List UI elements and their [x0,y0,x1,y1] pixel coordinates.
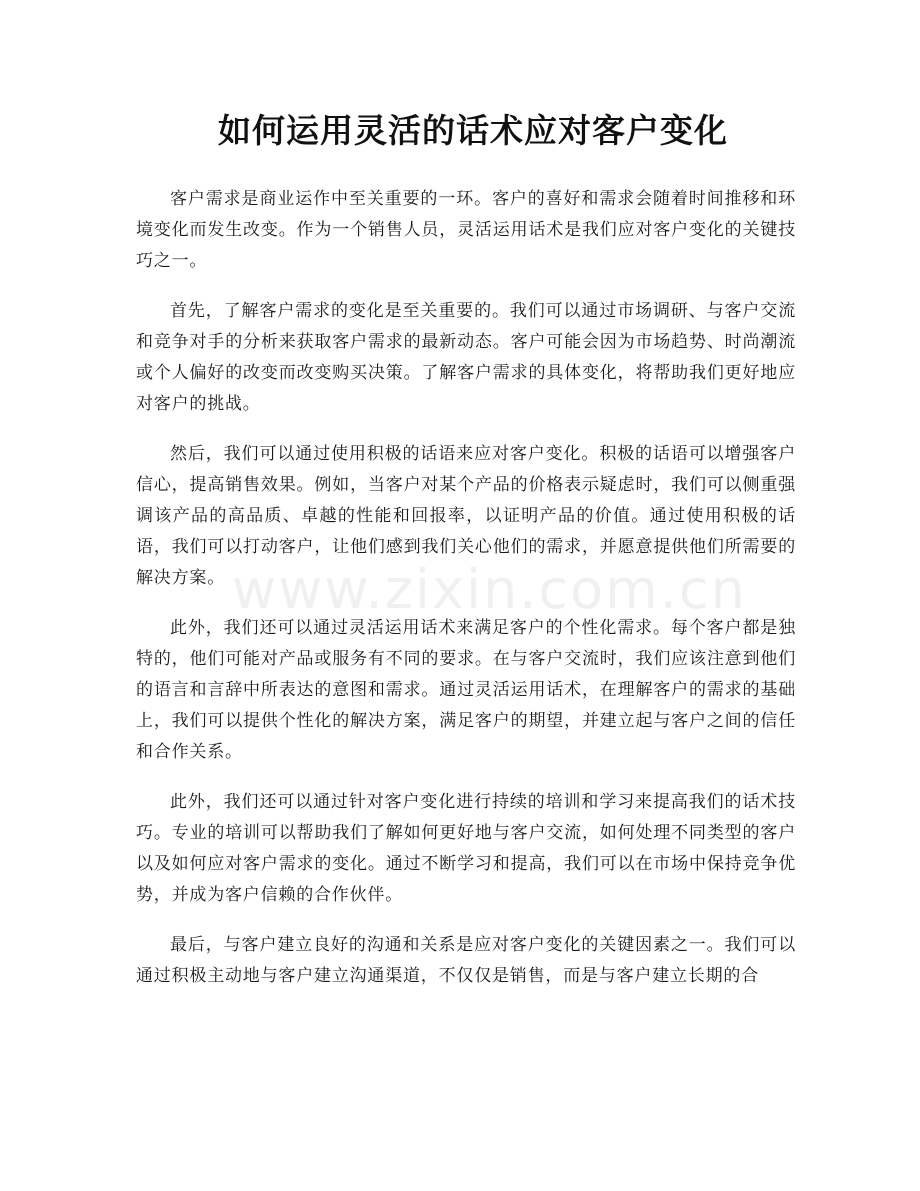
paragraph-6: 最后，与客户建立良好的沟通和关系是应对客户变化的关键因素之一。我们可以通过积极主动地与客户建立沟通渠道，不仅仅是销售，而是与客户建立长期的合 [136,935,796,986]
paragraph-5: 此外，我们还可以通过针对客户变化进行持续的培训和学习来提高我们的话术技巧。专业的培训可以帮助我们了解如何更好地与客户交流，如何处理不同类型的客户以及如何应对客户需求的变化。通过不断学习和提高，我们可以在市场中保持竞争优势，并成为客户信赖的合作伙伴。 [136,792,796,905]
paragraph-4: 此外，我们还可以通过灵活运用话术来满足客户的个性化需求。每个客户都是独特的，他们可能对产品或服务有不同的要求。在与客户交流时，我们应该注意到他们的语言和言辞中所表达的意图和需求。通过灵活运用话术，在理解客户的需求的基础上，我们可以提供个性化的解决方案，满足客户的期望，并建立起与客户之间的信任和合作关系。 [136,618,796,762]
paragraph-2: 首先，了解客户需求的变化是至关重要的。我们可以通过市场调研、与客户交流和竞争对手的分析来获取客户需求的最新动态。客户可能会因为市场趋势、时尚潮流或个人偏好的改变而改变购买决策。了解客户需求的具体变化，将帮助我们更好地应对客户的挑战。 [136,301,796,414]
paragraph-1: 客户需求是商业运作中至关重要的一环。客户的喜好和需求会随着时间推移和环境变化而发生改变。作为一个销售人员，灵活运用话术是我们应对客户变化的关键技巧之一。 [136,189,796,271]
watermark: www.zixin.com.cn [232,558,747,621]
paragraph-3: 然后，我们可以通过使用积极的话语来应对客户变化。积极的话语可以增强客户信心，提高销售效果。例如，当客户对某个产品的价格表示疑虑时，我们可以侧重强调该产品的高品质、卓越的性能和回报率，以证明产品的价值。通过使用积极的话语，我们可以打动客户，让他们感到我们关心他们的需求，并愿意提供他们所需要的解决方案。 [136,444,796,588]
document-title: 如何运用灵活的话术应对客户变化 [218,111,728,150]
